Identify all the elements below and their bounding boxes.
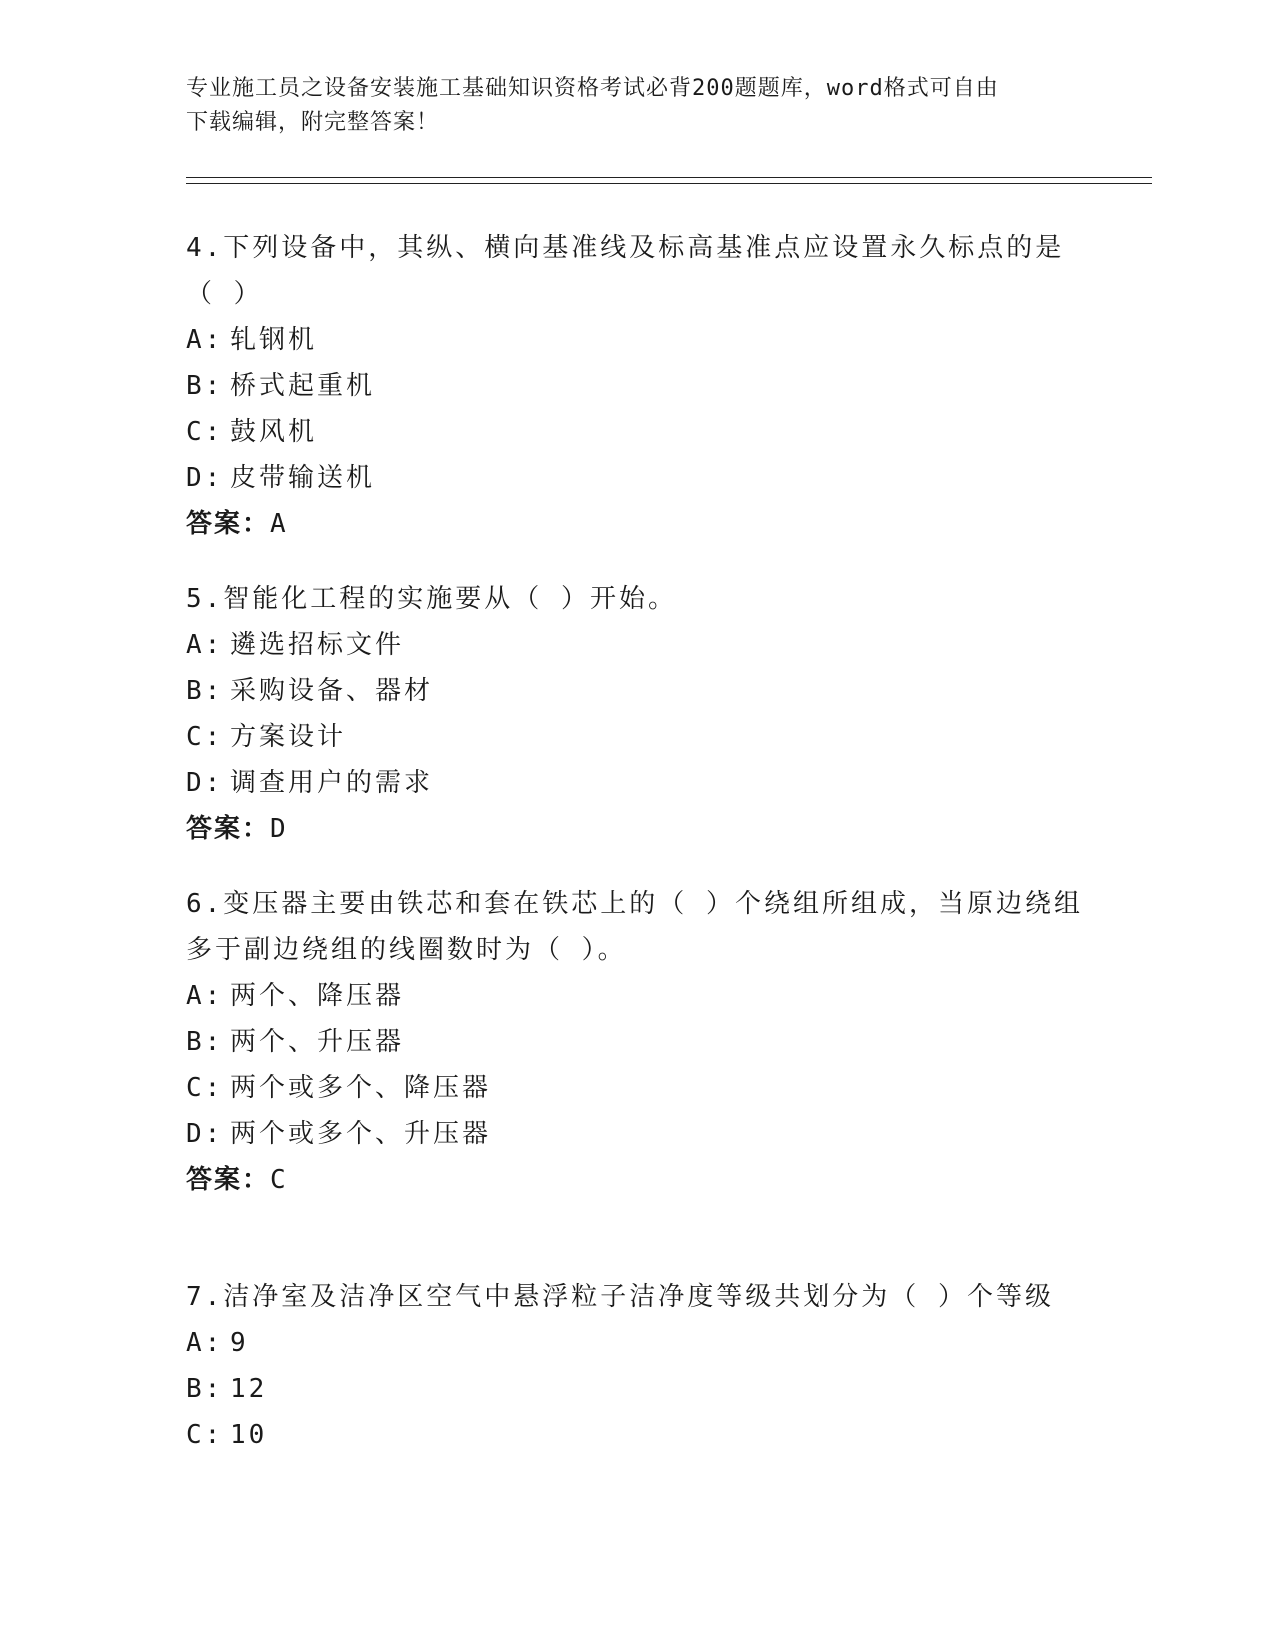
option-key: D:	[186, 463, 224, 493]
document-header	[186, 72, 1086, 140]
option-key: C:	[186, 1073, 224, 1103]
answer-label: 答案：	[186, 1165, 271, 1195]
option-key: B:	[186, 1374, 224, 1404]
answer-value: C	[270, 1165, 288, 1195]
option-c	[186, 714, 1086, 760]
answer-label: 答案：	[186, 509, 271, 539]
question-6	[186, 881, 1086, 1203]
option-text: 两个或多个、升压器	[230, 1119, 492, 1149]
option-key: A:	[186, 981, 224, 1011]
option-b	[186, 1366, 1086, 1412]
option-text: 轧钢机	[230, 325, 318, 355]
header-line-1: 专业施工员之设备安装施工基础知识资格考试必背200题题库，word格式可自由	[186, 76, 999, 101]
question-stem-line-1: 6.变压器主要由铁芯和套在铁芯上的（ ）个绕组所组成，当原边绕组	[186, 889, 1083, 919]
option-text: 方案设计	[230, 722, 347, 752]
question-5	[186, 576, 1086, 852]
option-a	[186, 1320, 1086, 1366]
option-c	[186, 1065, 1086, 1111]
option-b	[186, 363, 1086, 409]
option-text: 遴选招标文件	[230, 630, 405, 660]
option-d	[186, 1111, 1086, 1157]
answer-line	[186, 806, 1086, 852]
option-key: C:	[186, 722, 224, 752]
header-divider-top	[186, 177, 1152, 178]
option-key: B:	[186, 1027, 224, 1057]
option-text: 两个或多个、降压器	[230, 1073, 492, 1103]
option-key: D:	[186, 768, 224, 798]
header-divider-bottom	[186, 183, 1152, 184]
option-text: 皮带输送机	[230, 463, 376, 493]
option-c	[186, 409, 1086, 455]
question-stem-line-1: 7.洁净室及洁净区空气中悬浮粒子洁净度等级共划分为（ ）个等级	[186, 1282, 1054, 1312]
option-key: B:	[186, 676, 224, 706]
answer-value: A	[270, 509, 288, 539]
option-key: A:	[186, 325, 224, 355]
option-d	[186, 760, 1086, 806]
question-stem-line-2: （ ）	[186, 279, 263, 309]
answer-value: D	[270, 814, 288, 844]
option-text: 桥式起重机	[230, 371, 376, 401]
option-text: 调查用户的需求	[230, 768, 434, 798]
option-b	[186, 668, 1086, 714]
option-text: 两个、降压器	[230, 981, 405, 1011]
option-c	[186, 1412, 1086, 1458]
answer-label: 答案：	[186, 814, 271, 844]
option-key: A:	[186, 630, 224, 660]
option-a	[186, 622, 1086, 668]
option-b	[186, 1019, 1086, 1065]
question-stem-line-1: 5.智能化工程的实施要从（ ）开始。	[186, 584, 677, 614]
header-line-2: 下载编辑，附完整答案！	[186, 110, 440, 135]
option-text: 12	[230, 1374, 268, 1404]
option-key: C:	[186, 1420, 224, 1450]
option-key: B:	[186, 371, 224, 401]
answer-line	[186, 501, 1086, 547]
option-a	[186, 317, 1086, 363]
option-a	[186, 973, 1086, 1019]
option-key: A:	[186, 1328, 224, 1358]
option-text: 采购设备、器材	[230, 676, 434, 706]
answer-line	[186, 1157, 1086, 1203]
option-text: 鼓风机	[230, 417, 318, 447]
option-text: 两个、升压器	[230, 1027, 405, 1057]
option-text: 10	[230, 1420, 268, 1450]
question-7	[186, 1274, 1086, 1458]
option-key: C:	[186, 417, 224, 447]
question-4	[186, 225, 1086, 547]
question-stem-line-2: 多于副边绕组的线圈数时为（ ）。	[186, 935, 627, 965]
option-d	[186, 455, 1086, 501]
option-key: D:	[186, 1119, 224, 1149]
question-stem-line-1: 4.下列设备中，其纵、横向基准线及标高基准点应设置永久标点的是	[186, 233, 1065, 263]
option-text: 9	[230, 1328, 249, 1358]
